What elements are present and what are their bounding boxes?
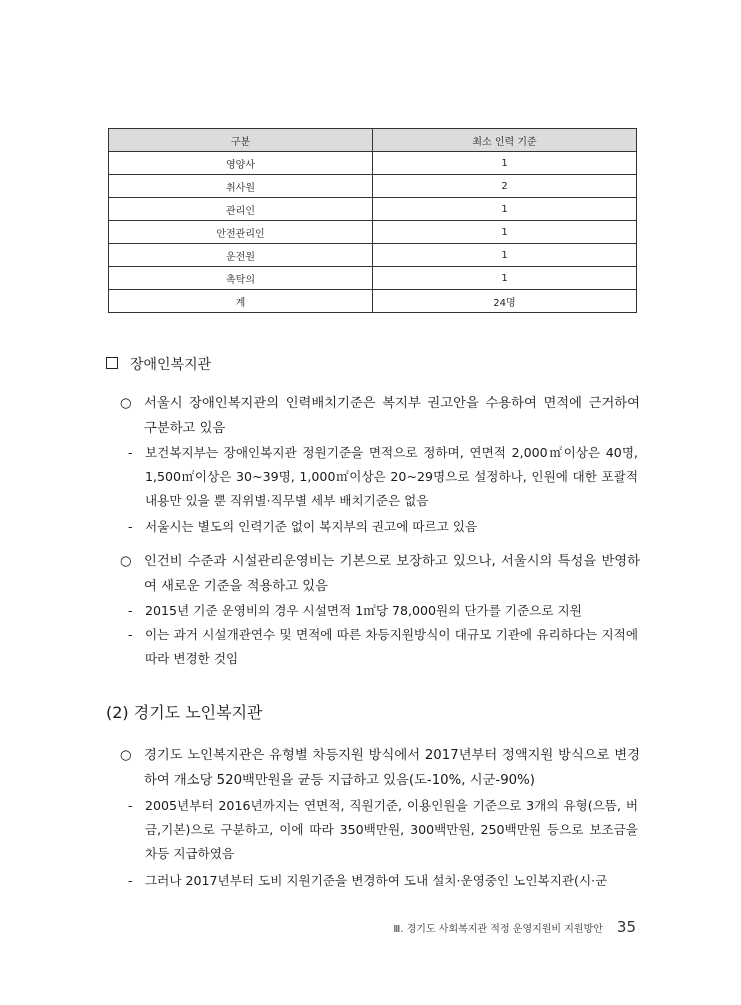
table-row: [109, 175, 637, 198]
sub-bullet-text: 2015년 기준 운영비의 경우 시설면적 1㎡당 78,000원의 단가를 기준으로 지원: [145, 603, 582, 618]
table-row: [109, 267, 637, 290]
bullet-item: [120, 744, 640, 793]
circle-bullet-icon: ○: [120, 554, 132, 569]
dash-icon: -: [128, 873, 133, 888]
table-header-row: [109, 129, 637, 152]
header-minimum-staff: 최소 인력 기준: [373, 129, 637, 152]
cell-value: 1: [373, 198, 637, 221]
heading-disabled-welfare: [106, 354, 211, 374]
table-row: [109, 152, 637, 175]
section-heading: (2) 경기도 노인복지관: [106, 703, 263, 722]
sub-bullet-item: [128, 623, 638, 671]
circle-bullet-icon: ○: [120, 396, 132, 411]
bullet-item: [120, 392, 640, 441]
sub-bullet-item: [128, 599, 638, 623]
table-row: [109, 221, 637, 244]
square-bullet-icon: [106, 357, 118, 369]
staff-standard-table: [108, 128, 637, 313]
cell-category: 안전관리인: [109, 221, 373, 244]
sub-bullet-text: 그러나 2017년부터 도비 지원기준을 변경하여 도내 설치·운영중인 노인복지관(시·군: [145, 873, 608, 888]
cell-category: 촉탁의: [109, 267, 373, 290]
bullet-item: [120, 550, 640, 599]
table-row: [109, 198, 637, 221]
cell-category: 취사원: [109, 175, 373, 198]
dash-icon: -: [128, 627, 133, 642]
cell-category: 운전원: [109, 244, 373, 267]
sub-bullet-text: 보건복지부는 장애인복지관 정원기준을 면적으로 정하며, 연면적 2,000㎡이상은 40명, 1,500㎡이상은 30~39명, 1,000㎡이상은 20~29명으로 설정하나, 인원에 대한 포괄적 내용만 있을 뿐 직위별·직무별 세부 배치기준은 없음: [145, 445, 638, 508]
cell-value: 1: [373, 152, 637, 175]
cell-category: 영양사: [109, 152, 373, 175]
cell-value: 1: [373, 267, 637, 290]
sub-bullet-text: 이는 과거 시설개관연수 및 면적에 따른 차등지원방식이 대규모 기관에 유리하다는 지적에 따라 변경한 것임: [145, 627, 638, 666]
bullet-text: 경기도 노인복지관은 유형별 차등지원 방식에서 2017년부터 정액지원 방식으로 변경하여 개소당 520백만원을 균등 지급하고 있음(도-10%, 시군-90%): [144, 748, 640, 788]
bullet-text: 서울시 장애인복지관의 인력배치기준은 복지부 권고안을 수용하여 면적에 근거하여 구분하고 있음: [144, 396, 640, 436]
sub-bullet-text: 서울시는 별도의 인력기준 없이 복지부의 권고에 따르고 있음: [145, 519, 478, 534]
cell-value: 1: [373, 244, 637, 267]
dash-icon: -: [128, 445, 133, 460]
table-row: [109, 244, 637, 267]
sub-bullet-text: 2005년부터 2016년까지는 연면적, 직원기준, 이용인원을 기준으로 3개의 유형(으뜸, 버금,기본)으로 구분하고, 이에 따라 350백만원, 300백만원, 250백만원 등으로 보조금을 차등 지급하였음: [145, 798, 638, 861]
page-number: 35: [616, 918, 636, 936]
sub-bullet-item: [128, 869, 638, 893]
sub-bullet-item: [128, 441, 638, 513]
cell-category: 계: [109, 290, 373, 313]
header-category: 구분: [109, 129, 373, 152]
page-footer: [0, 918, 636, 936]
chapter-title: Ⅲ. 경기도 사회복지관 적정 운영지원비 지원방안: [393, 924, 603, 935]
heading-text: 장애인복지관: [130, 357, 212, 373]
cell-value: 1: [373, 221, 637, 244]
cell-value: 2: [373, 175, 637, 198]
sub-bullet-item: [128, 515, 638, 539]
bullet-text: 인건비 수준과 시설관리운영비는 기본으로 보장하고 있으나, 서울시의 특성을 반영하여 새로운 기준을 적용하고 있음: [144, 554, 640, 594]
cell-value: 24명: [373, 290, 637, 313]
cell-category: 관리인: [109, 198, 373, 221]
table-total-row: [109, 290, 637, 313]
circle-bullet-icon: ○: [120, 748, 132, 763]
dash-icon: -: [128, 603, 133, 618]
dash-icon: -: [128, 519, 133, 534]
sub-bullet-item: [128, 794, 638, 866]
dash-icon: -: [128, 798, 133, 813]
